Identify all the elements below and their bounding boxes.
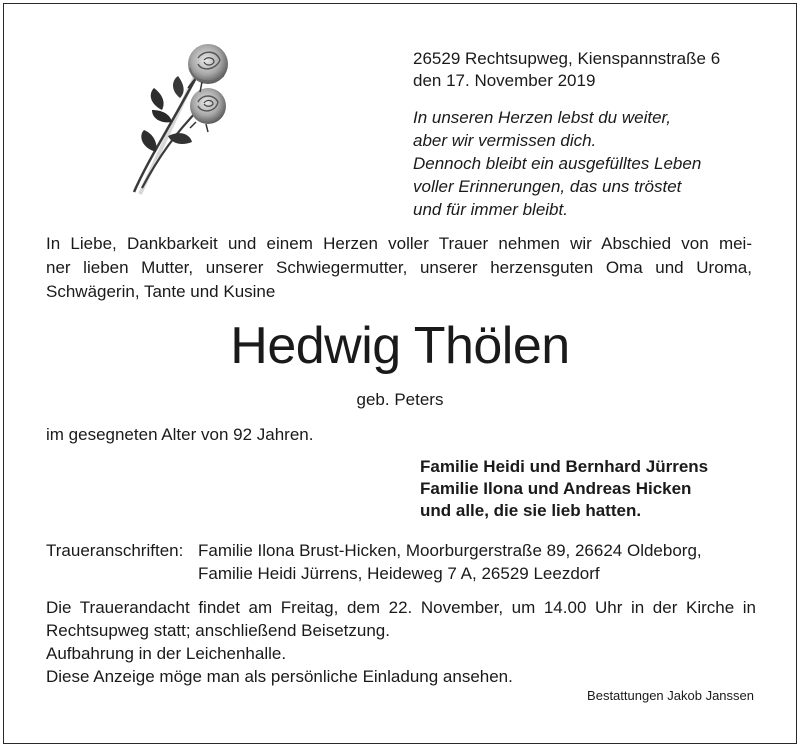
service-line: Diese Anzeige möge man als persönliche Einladung ansehen. — [46, 667, 513, 686]
verse-block — [413, 106, 701, 221]
address-line: Familie Ilona Brust-Hicken, Moorburgerstraße 89, 26624 Oldeborg, — [198, 541, 702, 560]
birth-name: geb. Peters — [356, 390, 444, 409]
verse-line: aber wir vermissen dich. — [413, 131, 597, 150]
header-block — [413, 48, 720, 92]
rose-icon — [128, 40, 240, 196]
addresses-label: Traueranschriften: — [46, 541, 184, 560]
mourner-line: Familie Heidi und Bernhard Jürrens — [420, 457, 709, 476]
intro-line: Schwägerin, Tante und Kusine — [46, 282, 276, 301]
service-line: Rechtsupweg statt; anschließend Beisetzung. — [46, 621, 390, 640]
intro-text — [46, 232, 752, 304]
mourner-line: Familie Ilona und Andreas Hicken — [420, 479, 692, 498]
age-text: im gesegneten Alter von 92 Jahren. — [46, 425, 314, 444]
verse-line: Dennoch bleibt ein ausgefülltes Leben — [413, 154, 702, 173]
addresses-block — [46, 539, 702, 585]
intro-line: In Liebe, Dankbarkeit und einem Herzen voller Trauer nehmen wir Abschied von mei- — [46, 234, 752, 253]
service-line: Aufbahrung in der Leichenhalle. — [46, 644, 287, 663]
mourners-block — [420, 456, 708, 522]
service-info — [46, 596, 756, 688]
address-line: Familie Heidi Jürrens, Heideweg 7 A, 26529 Leezdorf — [198, 564, 600, 583]
intro-line: ner lieben Mutter, unserer Schwiegermutter, unserer herzensguten Oma und Uroma, — [46, 258, 752, 277]
deceased-name: Hedwig Thölen — [230, 317, 570, 375]
verse-line: voller Erinnerungen, das uns tröstet — [413, 177, 682, 196]
service-line: Die Trauerandacht findet am Freitag, dem 22. November, um 14.00 Uhr in der Kirche in — [46, 598, 756, 617]
verse-line: In unseren Herzen lebst du weiter, — [413, 108, 671, 127]
header-address: 26529 Rechtsupweg, Kienspannstraße 6 — [413, 49, 721, 68]
mourner-line: und alle, die sie lieb hatten. — [420, 501, 642, 520]
undertaker-credit: Bestattungen Jakob Janssen — [587, 688, 754, 703]
header-date: den 17. November 2019 — [413, 71, 596, 90]
verse-line: und für immer bleibt. — [413, 200, 568, 219]
